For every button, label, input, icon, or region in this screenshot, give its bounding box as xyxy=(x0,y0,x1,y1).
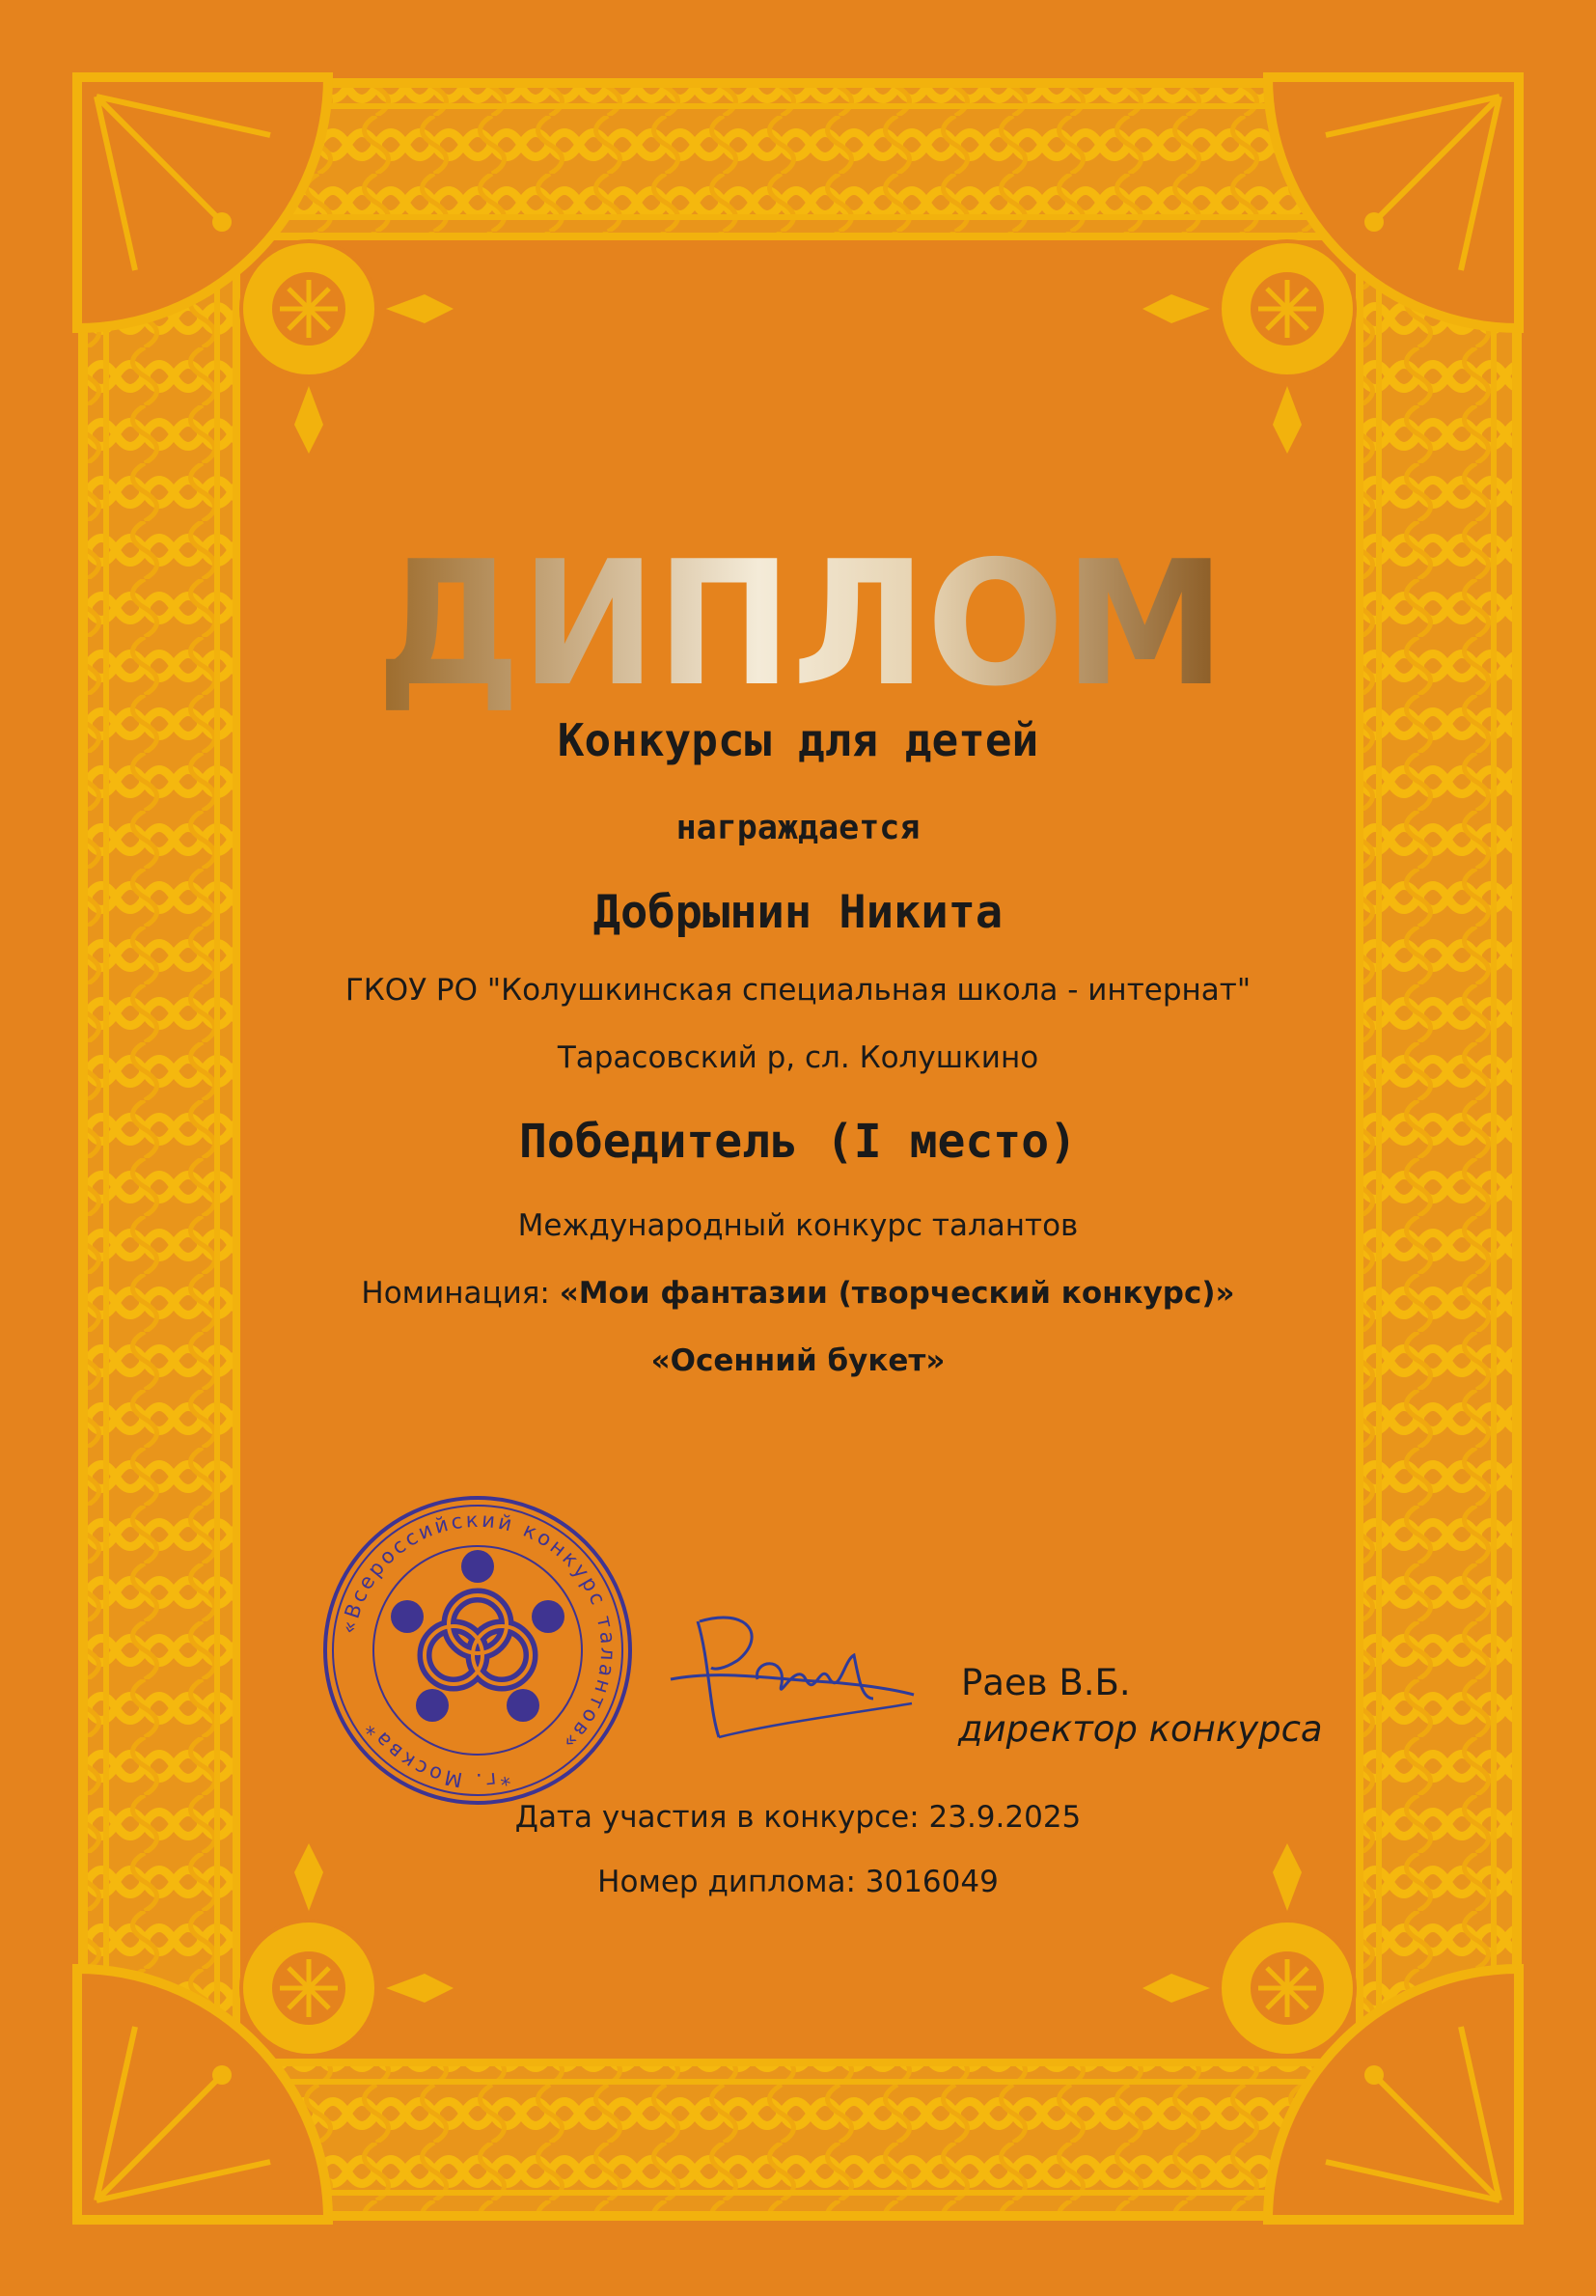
people-emblem-icon xyxy=(391,1550,564,1722)
diploma-title xyxy=(367,521,1235,714)
participation-date: Дата участия в конкурсе: 23.9.2025 xyxy=(514,1800,1082,1835)
awarded-label: награждается xyxy=(675,809,921,847)
signer-role: директор конкурса xyxy=(958,1708,1323,1750)
diploma-number: Номер диплома: 3016049 xyxy=(597,1865,999,1899)
work-title: «Осенний букет» xyxy=(650,1343,946,1378)
result-place: Победитель (I место) xyxy=(519,1115,1077,1169)
locality: Тарасовский р, сл. Колушкино xyxy=(557,1040,1039,1075)
event-name: Международный конкурс талантов xyxy=(517,1208,1079,1243)
nomination-label: Номинация: xyxy=(361,1276,560,1311)
school-name: ГКОУ РО "Колушкинская специальная школа - интернат" xyxy=(344,973,1252,1008)
contest-name: Конкурсы для детей xyxy=(557,714,1039,766)
stamp-city-text: *г. Москва* xyxy=(359,1715,512,1793)
organization-stamp xyxy=(318,1491,637,1810)
director-signature xyxy=(661,1602,922,1747)
signer-name: Раев В.Б. xyxy=(961,1662,1131,1703)
stamp-ring-text: «Всероссийский конкурс талантов» xyxy=(337,1508,620,1757)
recipient-name: Добрынин Никита xyxy=(592,886,1004,939)
nomination-value: «Мои фантазии (творческий конкурс)» xyxy=(559,1276,1235,1311)
title-text: ДИПЛОМ xyxy=(376,524,1225,714)
nomination-line xyxy=(0,1276,1596,1311)
